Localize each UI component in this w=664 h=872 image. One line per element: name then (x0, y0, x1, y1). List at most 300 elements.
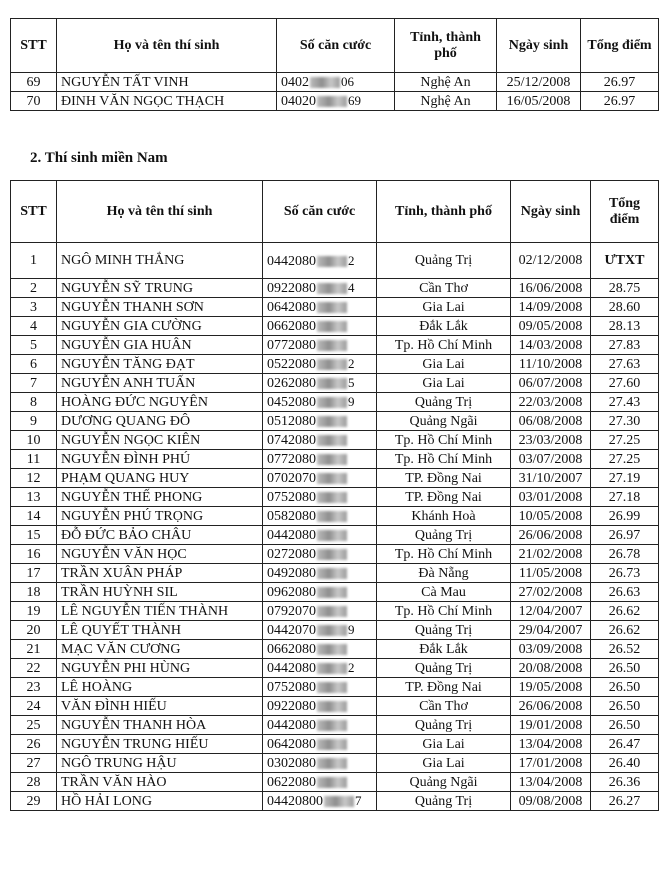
total-cell: 26.50 (591, 678, 659, 697)
dob-cell: 10/05/2008 (511, 507, 591, 526)
header-dob: Ngày sinh (497, 19, 581, 73)
redacted-blur (317, 96, 347, 107)
id-number-cell (277, 92, 395, 111)
table-row (11, 298, 659, 317)
redacted-blur (317, 530, 347, 541)
total-cell: 26.50 (591, 697, 659, 716)
name-cell: LÊ QUYẾT THÀNH (57, 621, 263, 640)
table-row (11, 243, 659, 279)
province-cell: Tp. Hồ Chí Minh (377, 450, 511, 469)
header-dob: Ngày sinh (511, 181, 591, 243)
dob-cell: 16/06/2008 (511, 279, 591, 298)
total-cell: 26.97 (591, 526, 659, 545)
header-name: Họ và tên thí sinh (57, 181, 263, 243)
stt-cell: 14 (11, 507, 57, 526)
id-number-prefix: 0922080 (267, 699, 316, 714)
section-heading: 2. Thí sinh miền Nam (30, 150, 168, 166)
table-row (11, 754, 659, 773)
id-number-cell (263, 754, 377, 773)
stt-cell: 26 (11, 735, 57, 754)
id-number-suffix: 2 (348, 252, 355, 268)
id-number-prefix: 0442080 (267, 528, 316, 543)
id-number-prefix: 0522080 (267, 357, 316, 372)
stt-cell: 2 (11, 279, 57, 298)
name-cell: PHẠM QUANG HUY (57, 469, 263, 488)
id-number-prefix: 0772080 (267, 338, 316, 353)
redacted-blur (317, 720, 347, 731)
id-number-cell (263, 450, 377, 469)
name-cell: NGUYỄN THẾ PHONG (57, 488, 263, 507)
dob-cell: 29/04/2007 (511, 621, 591, 640)
name-cell: NGUYỄN THANH SƠN (57, 298, 263, 317)
redacted-blur (317, 302, 347, 313)
id-number-cell (263, 716, 377, 735)
redacted-blur (317, 701, 347, 712)
table-row (11, 507, 659, 526)
id-number-suffix: 9 (348, 394, 355, 409)
dob-cell: 09/08/2008 (511, 792, 591, 811)
name-cell: TRẦN XUÂN PHÁP (57, 564, 263, 583)
dob-cell: 27/02/2008 (511, 583, 591, 602)
province-cell: Cần Thơ (377, 697, 511, 716)
id-number-prefix: 0402 (281, 75, 309, 90)
redacted-blur (317, 587, 347, 598)
total-cell: 26.50 (591, 659, 659, 678)
province-cell: TP. Đồng Nai (377, 678, 511, 697)
redacted-blur (324, 796, 354, 807)
redacted-blur (317, 682, 347, 693)
id-number-prefix: 0582080 (267, 509, 316, 524)
province-cell: Đắk Lắk (377, 317, 511, 336)
total-cell: 27.43 (591, 393, 659, 412)
id-number-cell (263, 564, 377, 583)
header-stt: STT (11, 181, 57, 243)
table-row (11, 678, 659, 697)
table-row (11, 393, 659, 412)
results-table-continued (10, 18, 659, 111)
redacted-blur (317, 511, 347, 522)
total-cell: 27.30 (591, 412, 659, 431)
id-number-cell (263, 469, 377, 488)
id-number-cell (263, 792, 377, 811)
name-cell: NGUYỄN SỸ TRUNG (57, 279, 263, 298)
total-cell: 26.52 (591, 640, 659, 659)
table-row (11, 545, 659, 564)
table-row (11, 317, 659, 336)
total-cell: 27.25 (591, 431, 659, 450)
id-number-suffix: 2 (348, 356, 355, 371)
total-cell: 26.47 (591, 735, 659, 754)
id-number-cell (263, 678, 377, 697)
name-cell: NGUYỄN TĂNG ĐẠT (57, 355, 263, 374)
province-cell: Cà Mau (377, 583, 511, 602)
id-number-cell (263, 640, 377, 659)
table-row (11, 583, 659, 602)
redacted-blur (317, 758, 347, 769)
total-cell: 27.18 (591, 488, 659, 507)
id-number-cell (263, 412, 377, 431)
name-cell: LÊ HOÀNG (57, 678, 263, 697)
stt-cell: 1 (11, 243, 57, 279)
province-cell: Nghệ An (395, 73, 497, 92)
table-row (11, 336, 659, 355)
redacted-blur (317, 644, 347, 655)
id-number-prefix: 0642080 (267, 737, 316, 752)
id-number-cell (263, 735, 377, 754)
province-cell: Gia Lai (377, 735, 511, 754)
id-number-cell (263, 355, 377, 374)
id-number-prefix: 0962080 (267, 585, 316, 600)
dob-cell: 11/10/2008 (511, 355, 591, 374)
table-row (11, 697, 659, 716)
id-number-cell (277, 73, 395, 92)
id-number-prefix: 0752080 (267, 490, 316, 505)
name-cell: NGUYỄN TẤT VINH (57, 73, 277, 92)
name-cell: NGUYỄN ANH TUẤN (57, 374, 263, 393)
stt-cell: 24 (11, 697, 57, 716)
stt-cell: 15 (11, 526, 57, 545)
id-number-prefix: 0922080 (267, 281, 316, 296)
redacted-blur (317, 492, 347, 503)
id-number-prefix: 0792070 (267, 604, 316, 619)
table-row (11, 92, 659, 111)
province-cell: Quảng Ngãi (377, 773, 511, 792)
total-cell: 26.40 (591, 754, 659, 773)
table-row (11, 602, 659, 621)
id-number-prefix: 04020 (281, 94, 316, 109)
province-cell: Tp. Hồ Chí Minh (377, 602, 511, 621)
dob-cell: 25/12/2008 (497, 73, 581, 92)
province-cell: Tp. Hồ Chí Minh (377, 336, 511, 355)
total-cell: 26.63 (591, 583, 659, 602)
stt-cell: 11 (11, 450, 57, 469)
id-number-cell (263, 697, 377, 716)
id-number-cell (263, 583, 377, 602)
stt-cell: 13 (11, 488, 57, 507)
dob-cell: 17/01/2008 (511, 754, 591, 773)
id-number-prefix: 0442080 (267, 661, 316, 676)
province-cell: Quảng Ngãi (377, 412, 511, 431)
id-number-cell (263, 279, 377, 298)
id-number-cell (263, 431, 377, 450)
stt-cell: 22 (11, 659, 57, 678)
header-id: Số căn cước (263, 181, 377, 243)
name-cell: NGUYỄN GIA HUÂN (57, 336, 263, 355)
id-number-prefix: 0442080 (267, 253, 316, 269)
id-number-prefix: 0492080 (267, 566, 316, 581)
total-cell: 26.78 (591, 545, 659, 564)
id-number-prefix: 0662080 (267, 319, 316, 334)
stt-cell: 20 (11, 621, 57, 640)
dob-cell: 19/05/2008 (511, 678, 591, 697)
stt-cell: 27 (11, 754, 57, 773)
name-cell: NGÔ MINH THẮNG (57, 243, 263, 279)
total-cell: 26.27 (591, 792, 659, 811)
name-cell: NGUYỄN PHÚ TRỌNG (57, 507, 263, 526)
name-cell: ĐỖ ĐỨC BẢO CHÂU (57, 526, 263, 545)
province-cell: Tp. Hồ Chí Minh (377, 545, 511, 564)
province-cell: TP. Đồng Nai (377, 469, 511, 488)
redacted-blur (317, 397, 347, 408)
province-cell: Đà Nẵng (377, 564, 511, 583)
table-row (11, 469, 659, 488)
redacted-blur (317, 739, 347, 750)
name-cell: ĐINH VĂN NGỌC THẠCH (57, 92, 277, 111)
dob-cell: 14/09/2008 (511, 298, 591, 317)
stt-cell: 23 (11, 678, 57, 697)
header-id: Số căn cước (277, 19, 395, 73)
stt-cell: 19 (11, 602, 57, 621)
dob-cell: 21/02/2008 (511, 545, 591, 564)
redacted-blur (317, 435, 347, 446)
redacted-blur (317, 606, 347, 617)
total-cell: 26.50 (591, 716, 659, 735)
province-cell: Cần Thơ (377, 279, 511, 298)
table-row (11, 412, 659, 431)
table-row (11, 431, 659, 450)
stt-cell: 6 (11, 355, 57, 374)
stt-cell: 10 (11, 431, 57, 450)
id-number-cell (263, 393, 377, 412)
id-number-suffix: 2 (348, 660, 355, 675)
redacted-blur (317, 321, 347, 332)
id-number-cell (263, 526, 377, 545)
stt-cell: 21 (11, 640, 57, 659)
id-number-suffix: 5 (348, 375, 355, 390)
total-cell: 26.97 (581, 73, 659, 92)
stt-cell: 5 (11, 336, 57, 355)
dob-cell: 31/10/2007 (511, 469, 591, 488)
province-cell: Gia Lai (377, 298, 511, 317)
total-cell: 26.73 (591, 564, 659, 583)
name-cell: HOÀNG ĐỨC NGUYÊN (57, 393, 263, 412)
redacted-blur (317, 378, 347, 389)
name-cell: TRẦN VĂN HÀO (57, 773, 263, 792)
table-row (11, 73, 659, 92)
dob-cell: 03/09/2008 (511, 640, 591, 659)
dob-cell: 14/03/2008 (511, 336, 591, 355)
dob-cell: 03/01/2008 (511, 488, 591, 507)
id-number-prefix: 0622080 (267, 775, 316, 790)
province-cell: Gia Lai (377, 754, 511, 773)
stt-cell: 17 (11, 564, 57, 583)
name-cell: NGUYỄN THANH HÒA (57, 716, 263, 735)
table-row (11, 279, 659, 298)
table-row (11, 355, 659, 374)
header-name: Họ và tên thí sinh (57, 19, 277, 73)
results-table-south (10, 180, 659, 811)
dob-cell: 26/06/2008 (511, 526, 591, 545)
stt-cell: 3 (11, 298, 57, 317)
province-cell: Quảng Trị (377, 659, 511, 678)
total-cell: 26.99 (591, 507, 659, 526)
name-cell: NGUYỄN NGỌC KIÊN (57, 431, 263, 450)
table-row (11, 526, 659, 545)
province-cell: Gia Lai (377, 374, 511, 393)
id-number-prefix: 0742080 (267, 433, 316, 448)
redacted-blur (317, 340, 347, 351)
header-province: Tỉnh, thành phố (377, 181, 511, 243)
total-cell: 28.60 (591, 298, 659, 317)
id-number-prefix: 0752080 (267, 680, 316, 695)
total-cell: 26.97 (581, 92, 659, 111)
id-number-suffix: 06 (341, 74, 354, 89)
total-cell: 28.75 (591, 279, 659, 298)
stt-cell: 16 (11, 545, 57, 564)
name-cell: NGUYỄN ĐÌNH PHÚ (57, 450, 263, 469)
total-cell: ƯTXT (591, 243, 659, 279)
dob-cell: 13/04/2008 (511, 735, 591, 754)
redacted-blur (310, 77, 340, 88)
stt-cell: 18 (11, 583, 57, 602)
stt-cell: 7 (11, 374, 57, 393)
dob-cell: 22/03/2008 (511, 393, 591, 412)
province-cell: Nghệ An (395, 92, 497, 111)
table-row (11, 735, 659, 754)
table-row (11, 716, 659, 735)
id-number-prefix: 0702070 (267, 471, 316, 486)
total-cell: 27.25 (591, 450, 659, 469)
total-cell: 27.60 (591, 374, 659, 393)
name-cell: NGUYỄN VĂN HỌC (57, 545, 263, 564)
id-number-suffix: 4 (348, 280, 355, 295)
id-number-prefix: 0272080 (267, 547, 316, 562)
id-number-cell (263, 507, 377, 526)
stt-cell: 70 (11, 92, 57, 111)
dob-cell: 16/05/2008 (497, 92, 581, 111)
id-number-prefix: 0262080 (267, 376, 316, 391)
id-number-prefix: 0512080 (267, 414, 316, 429)
province-cell: Tp. Hồ Chí Minh (377, 431, 511, 450)
table-row (11, 450, 659, 469)
redacted-blur (317, 473, 347, 484)
total-cell: 27.19 (591, 469, 659, 488)
total-cell: 26.36 (591, 773, 659, 792)
id-number-prefix: 0772080 (267, 452, 316, 467)
id-number-prefix: 04420800 (267, 794, 323, 809)
dob-cell: 06/08/2008 (511, 412, 591, 431)
total-cell: 27.63 (591, 355, 659, 374)
stt-cell: 8 (11, 393, 57, 412)
redacted-blur (317, 283, 347, 294)
dob-cell: 11/05/2008 (511, 564, 591, 583)
table-row (11, 488, 659, 507)
dob-cell: 26/06/2008 (511, 697, 591, 716)
id-number-prefix: 0642080 (267, 300, 316, 315)
name-cell: NGÔ TRUNG HẬU (57, 754, 263, 773)
name-cell: HỒ HẢI LONG (57, 792, 263, 811)
stt-cell: 69 (11, 73, 57, 92)
stt-cell: 25 (11, 716, 57, 735)
table-row (11, 374, 659, 393)
name-cell: NGUYỄN GIA CƯỜNG (57, 317, 263, 336)
province-cell: Quảng Trị (377, 526, 511, 545)
header-total: Tổng điểm (581, 19, 659, 73)
dob-cell: 12/04/2007 (511, 602, 591, 621)
province-cell: Đắk Lắk (377, 640, 511, 659)
name-cell: MẠC VĂN CƯƠNG (57, 640, 263, 659)
table-header-row (11, 19, 659, 73)
stt-cell: 28 (11, 773, 57, 792)
province-cell: Quảng Trị (377, 716, 511, 735)
table-row (11, 659, 659, 678)
redacted-blur (317, 549, 347, 560)
dob-cell: 13/04/2008 (511, 773, 591, 792)
name-cell: LÊ NGUYỄN TIẾN THÀNH (57, 602, 263, 621)
id-number-cell (263, 659, 377, 678)
id-number-cell (263, 374, 377, 393)
name-cell: TRẦN HUỲNH SIL (57, 583, 263, 602)
id-number-prefix: 0442070 (267, 623, 316, 638)
id-number-prefix: 0452080 (267, 395, 316, 410)
stt-cell: 9 (11, 412, 57, 431)
dob-cell: 09/05/2008 (511, 317, 591, 336)
dob-cell: 19/01/2008 (511, 716, 591, 735)
id-number-prefix: 0442080 (267, 718, 316, 733)
id-number-suffix: 69 (348, 93, 361, 108)
id-number-cell (263, 336, 377, 355)
table-row (11, 640, 659, 659)
stt-cell: 4 (11, 317, 57, 336)
header-stt: STT (11, 19, 57, 73)
province-cell: Quảng Trị (377, 621, 511, 640)
total-cell: 27.83 (591, 336, 659, 355)
table-row (11, 792, 659, 811)
province-cell: Quảng Trị (377, 243, 511, 279)
name-cell: VĂN ĐÌNH HIẾU (57, 697, 263, 716)
table-row (11, 621, 659, 640)
province-cell: Khánh Hoà (377, 507, 511, 526)
stt-cell: 12 (11, 469, 57, 488)
stt-cell: 29 (11, 792, 57, 811)
id-number-suffix: 7 (355, 793, 362, 808)
redacted-blur (317, 359, 347, 370)
total-cell: 26.62 (591, 602, 659, 621)
province-cell: Gia Lai (377, 355, 511, 374)
table-row (11, 564, 659, 583)
header-province: Tỉnh, thành phố (395, 19, 497, 73)
table-row (11, 773, 659, 792)
id-number-cell (263, 621, 377, 640)
total-cell: 26.62 (591, 621, 659, 640)
redacted-blur (317, 663, 347, 674)
redacted-blur (317, 454, 347, 465)
id-number-prefix: 0302080 (267, 756, 316, 771)
province-cell: Quảng Trị (377, 393, 511, 412)
dob-cell: 06/07/2008 (511, 374, 591, 393)
name-cell: NGUYỄN PHI HÙNG (57, 659, 263, 678)
id-number-cell (263, 317, 377, 336)
province-cell: TP. Đồng Nai (377, 488, 511, 507)
id-number-suffix: 9 (348, 622, 355, 637)
name-cell: DƯƠNG QUANG ĐÔ (57, 412, 263, 431)
id-number-cell (263, 545, 377, 564)
total-cell: 28.13 (591, 317, 659, 336)
id-number-cell (263, 602, 377, 621)
redacted-blur (317, 416, 347, 427)
id-number-cell (263, 773, 377, 792)
redacted-blur (317, 256, 347, 267)
dob-cell: 02/12/2008 (511, 243, 591, 279)
redacted-blur (317, 625, 347, 636)
dob-cell: 03/07/2008 (511, 450, 591, 469)
dob-cell: 23/03/2008 (511, 431, 591, 450)
id-number-cell (263, 488, 377, 507)
id-number-prefix: 0662080 (267, 642, 316, 657)
header-total: Tổng điểm (591, 181, 659, 243)
table-header-row (11, 181, 659, 243)
redacted-blur (317, 568, 347, 579)
